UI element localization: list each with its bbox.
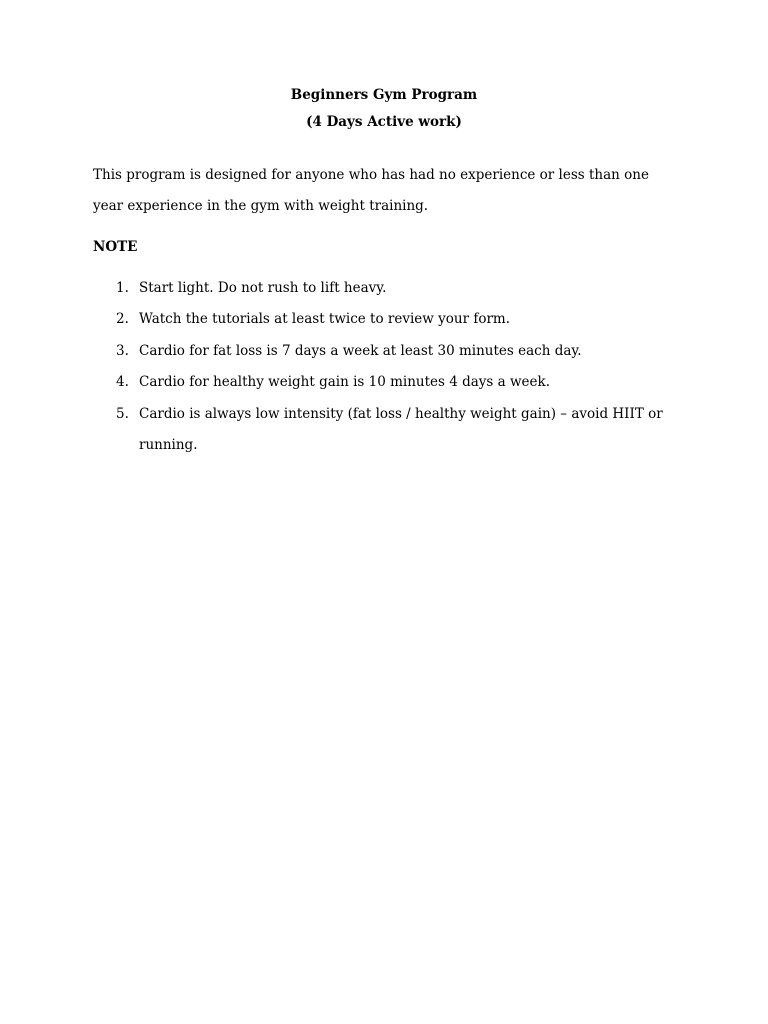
note-heading: NOTE: [93, 239, 138, 255]
list-item-text: Cardio for fat loss is 7 days a week at least 30 minutes each day.: [139, 343, 582, 359]
document-subtitle: (4 Days Active work): [306, 114, 462, 130]
list-item-number: 4.: [116, 374, 129, 390]
list-item-number: 5.: [116, 406, 129, 422]
list-item-text-continued: running.: [139, 437, 198, 453]
intro-paragraph-line-1: This program is designed for anyone who has had no experience or less than one: [93, 167, 649, 183]
list-item-number: 2.: [116, 311, 129, 327]
list-item-text: Watch the tutorials at least twice to review your form.: [139, 311, 510, 327]
document-title: Beginners Gym Program: [290, 87, 478, 103]
list-item-text: Cardio for healthy weight gain is 10 minutes 4 days a week.: [139, 374, 550, 390]
list-item-text: Start light. Do not rush to lift heavy.: [139, 280, 387, 296]
list-item-number: 3.: [116, 343, 129, 359]
list-item-text: Cardio is always low intensity (fat loss / healthy weight gain) – avoid HIIT or: [139, 406, 663, 422]
list-item-number: 1.: [116, 280, 129, 296]
intro-paragraph-line-2: year experience in the gym with weight training.: [93, 198, 429, 214]
